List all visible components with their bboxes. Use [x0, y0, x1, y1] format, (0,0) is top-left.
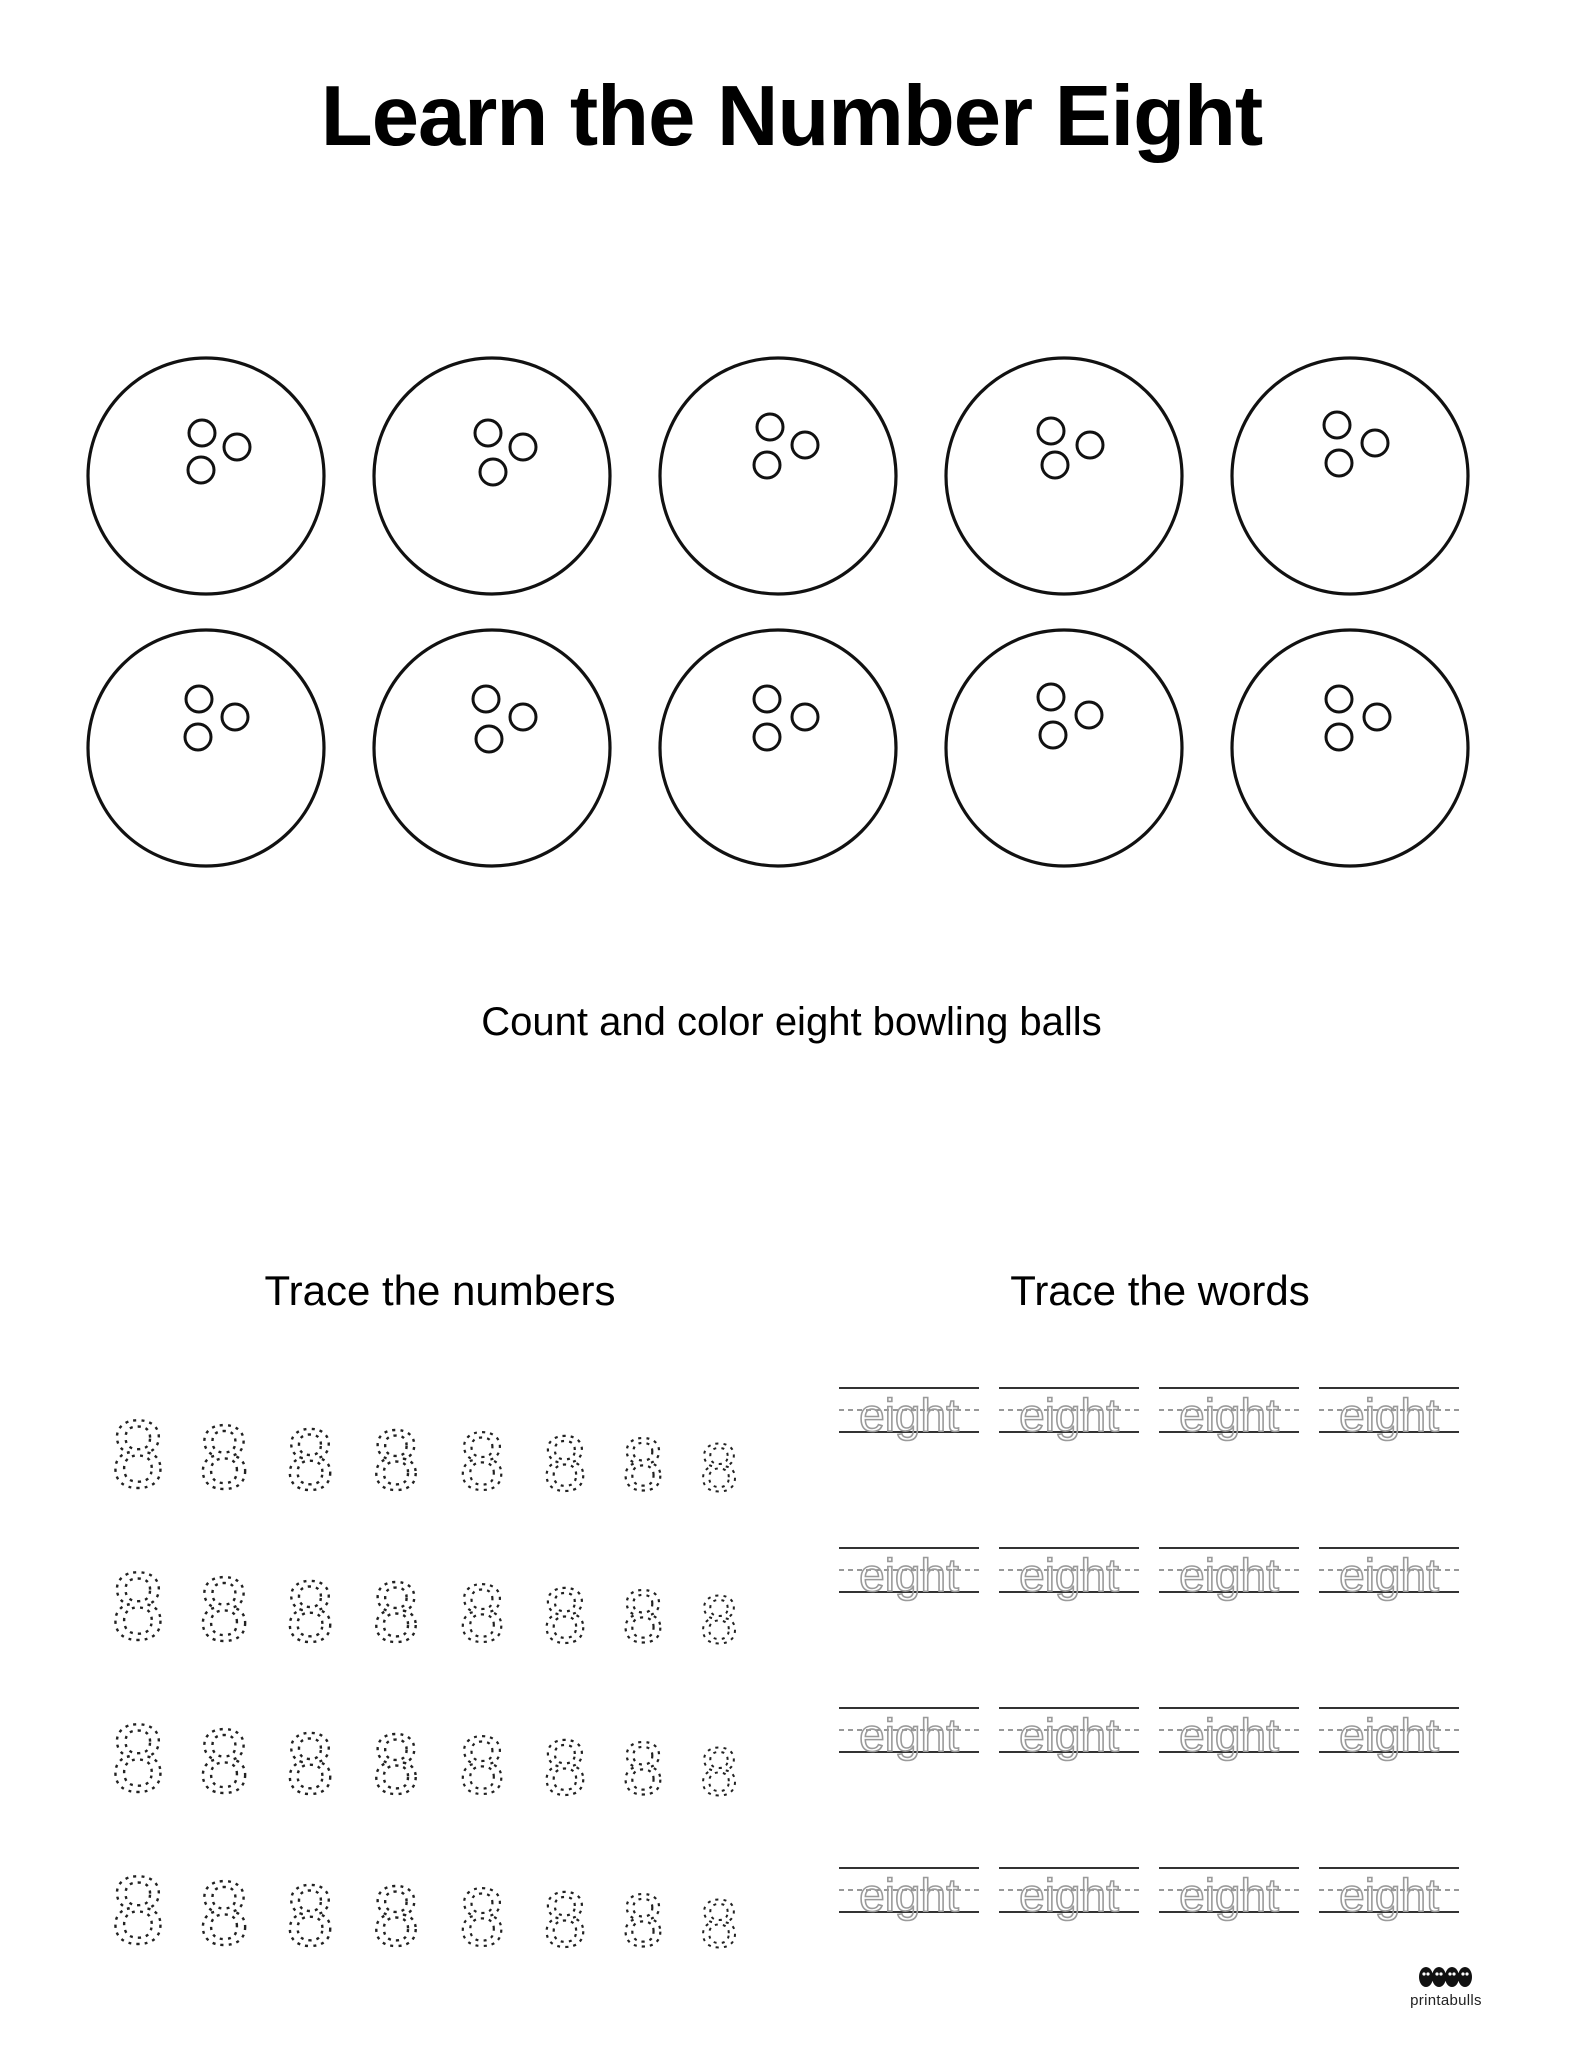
trace-number-cell[interactable]: [605, 1881, 681, 1951]
trace-numbers-grid: [95, 1375, 775, 1983]
trace-number-row: [95, 1679, 775, 1799]
svg-text:eight: eight: [1179, 1549, 1279, 1601]
svg-text:8: 8: [700, 1735, 738, 1799]
svg-text:eight: eight: [859, 1389, 959, 1441]
trace-word-cell[interactable]: [1315, 1380, 1463, 1442]
svg-text:8: 8: [286, 1717, 334, 1799]
svg-text:8: 8: [111, 1555, 165, 1647]
trace-number-cell[interactable]: [681, 1735, 757, 1799]
svg-text:8: 8: [372, 1567, 420, 1647]
svg-text:8: 8: [622, 1577, 664, 1647]
trace-number-cell[interactable]: [525, 1573, 605, 1647]
svg-text:eight: eight: [1179, 1869, 1279, 1921]
trace-number-cell[interactable]: [267, 1413, 353, 1495]
trace-word-cell[interactable]: [1315, 1540, 1463, 1602]
trace-word-cell[interactable]: [835, 1540, 983, 1602]
svg-text:8: 8: [700, 1583, 738, 1647]
trace-number-cell[interactable]: [439, 1873, 525, 1951]
bowling-ball-icon: [943, 355, 1185, 597]
trace-word-row: [835, 1380, 1475, 1442]
brand-name: printabulls: [1410, 1992, 1482, 2009]
trace-number-cell[interactable]: [267, 1869, 353, 1951]
trace-word-cell[interactable]: [995, 1380, 1143, 1442]
trace-number-cell[interactable]: [525, 1877, 605, 1951]
svg-text:8: 8: [543, 1421, 587, 1495]
trace-number-cell[interactable]: [439, 1417, 525, 1495]
trace-number-cell[interactable]: [181, 1865, 267, 1951]
bowling-ball-icon: [371, 627, 613, 869]
trace-word-cell[interactable]: [835, 1380, 983, 1442]
svg-text:8: 8: [198, 1561, 250, 1647]
trace-word-cell[interactable]: [1315, 1860, 1463, 1922]
svg-text:eight: eight: [1339, 1549, 1439, 1601]
trace-number-cell[interactable]: [181, 1561, 267, 1647]
trace-number-cell[interactable]: [525, 1725, 605, 1799]
svg-text:eight: eight: [1339, 1709, 1439, 1761]
trace-number-cell[interactable]: [525, 1421, 605, 1495]
svg-text:eight: eight: [1339, 1389, 1439, 1441]
trace-number-cell[interactable]: [95, 1859, 181, 1951]
svg-text:eight: eight: [1019, 1869, 1119, 1921]
svg-text:eight: eight: [859, 1709, 959, 1761]
svg-text:8: 8: [459, 1873, 505, 1951]
bowling-ball-icon: [1229, 627, 1471, 869]
trace-number-cell[interactable]: [605, 1577, 681, 1647]
trace-number-row: [95, 1375, 775, 1495]
svg-text:8: 8: [372, 1719, 420, 1799]
svg-text:8: 8: [459, 1417, 505, 1495]
bowling-balls-row-2: [85, 627, 1495, 869]
bowling-ball-icon: [371, 355, 613, 597]
svg-text:eight: eight: [1179, 1389, 1279, 1441]
trace-number-cell[interactable]: [95, 1707, 181, 1799]
svg-text:8: 8: [543, 1573, 587, 1647]
svg-text:eight: eight: [1019, 1709, 1119, 1761]
bowling-balls-row-1: [85, 355, 1495, 597]
bowling-balls-area: [85, 355, 1495, 899]
trace-word-row: [835, 1700, 1475, 1762]
trace-word-cell[interactable]: [1155, 1540, 1303, 1602]
trace-number-cell[interactable]: [95, 1555, 181, 1647]
trace-word-cell[interactable]: [995, 1860, 1143, 1922]
trace-word-cell[interactable]: [835, 1860, 983, 1922]
trace-number-cell[interactable]: [605, 1425, 681, 1495]
svg-text:eight: eight: [1019, 1549, 1119, 1601]
trace-number-cell[interactable]: [95, 1403, 181, 1495]
trace-words-grid: [835, 1380, 1475, 2020]
instruction-caption: Count and color eight bowling balls: [481, 1000, 1102, 1044]
svg-text:eight: eight: [859, 1549, 959, 1601]
trace-number-cell[interactable]: [353, 1415, 439, 1495]
trace-number-cell[interactable]: [681, 1887, 757, 1951]
svg-text:8: 8: [622, 1881, 664, 1951]
trace-word-cell[interactable]: [1315, 1700, 1463, 1762]
trace-number-cell[interactable]: [353, 1719, 439, 1799]
svg-text:8: 8: [111, 1707, 165, 1799]
trace-number-cell[interactable]: [681, 1431, 757, 1495]
svg-text:eight: eight: [859, 1869, 959, 1921]
svg-text:8: 8: [700, 1431, 738, 1495]
svg-text:8: 8: [286, 1869, 334, 1951]
svg-text:8: 8: [459, 1569, 505, 1647]
bowling-ball-icon: [657, 355, 899, 597]
trace-word-cell[interactable]: [995, 1700, 1143, 1762]
trace-word-row: [835, 1860, 1475, 1922]
trace-number-cell[interactable]: [267, 1565, 353, 1647]
svg-text:8: 8: [459, 1721, 505, 1799]
trace-number-cell[interactable]: [605, 1729, 681, 1799]
svg-text:8: 8: [543, 1877, 587, 1951]
bowling-ball-icon: [1229, 355, 1471, 597]
trace-word-cell[interactable]: [1155, 1380, 1303, 1442]
svg-text:eight: eight: [1019, 1389, 1119, 1441]
trace-word-cell[interactable]: [835, 1700, 983, 1762]
svg-text:8: 8: [198, 1713, 250, 1799]
svg-text:8: 8: [198, 1865, 250, 1951]
trace-number-cell[interactable]: [181, 1713, 267, 1799]
page-title: Learn the Number Eight: [320, 69, 1263, 164]
svg-text:8: 8: [198, 1409, 250, 1495]
svg-text:8: 8: [372, 1415, 420, 1495]
svg-text:8: 8: [700, 1887, 738, 1951]
trace-number-row: [95, 1527, 775, 1647]
trace-number-row: [95, 1831, 775, 1951]
svg-text:8: 8: [286, 1565, 334, 1647]
trace-word-cell[interactable]: [1155, 1700, 1303, 1762]
bowling-ball-icon: [943, 627, 1185, 869]
svg-text:8: 8: [622, 1729, 664, 1799]
svg-text:eight: eight: [1339, 1869, 1439, 1921]
trace-word-cell[interactable]: [1155, 1860, 1303, 1922]
trace-numbers-heading: Trace the numbers: [264, 1267, 616, 1314]
trace-number-cell[interactable]: [353, 1567, 439, 1647]
trace-word-row: [835, 1540, 1475, 1602]
bowling-ball-icon: [657, 627, 899, 869]
bowling-ball-icon: [85, 627, 327, 869]
svg-text:8: 8: [622, 1425, 664, 1495]
trace-number-cell[interactable]: [439, 1569, 525, 1647]
trace-word-cell[interactable]: [995, 1540, 1143, 1602]
bowling-ball-icon: [85, 355, 327, 597]
bull-faces-icon: [1417, 1964, 1475, 1990]
svg-text:8: 8: [111, 1859, 165, 1951]
trace-number-cell[interactable]: [353, 1871, 439, 1951]
svg-text:8: 8: [111, 1403, 165, 1495]
trace-words-heading: Trace the words: [1010, 1267, 1310, 1314]
footer-brand: [1381, 1964, 1511, 2010]
trace-number-cell[interactable]: [181, 1409, 267, 1495]
trace-number-cell[interactable]: [267, 1717, 353, 1799]
trace-number-cell[interactable]: [439, 1721, 525, 1799]
svg-text:8: 8: [543, 1725, 587, 1799]
svg-text:eight: eight: [1179, 1709, 1279, 1761]
svg-text:8: 8: [286, 1413, 334, 1495]
trace-number-cell[interactable]: [681, 1583, 757, 1647]
svg-text:8: 8: [372, 1871, 420, 1951]
